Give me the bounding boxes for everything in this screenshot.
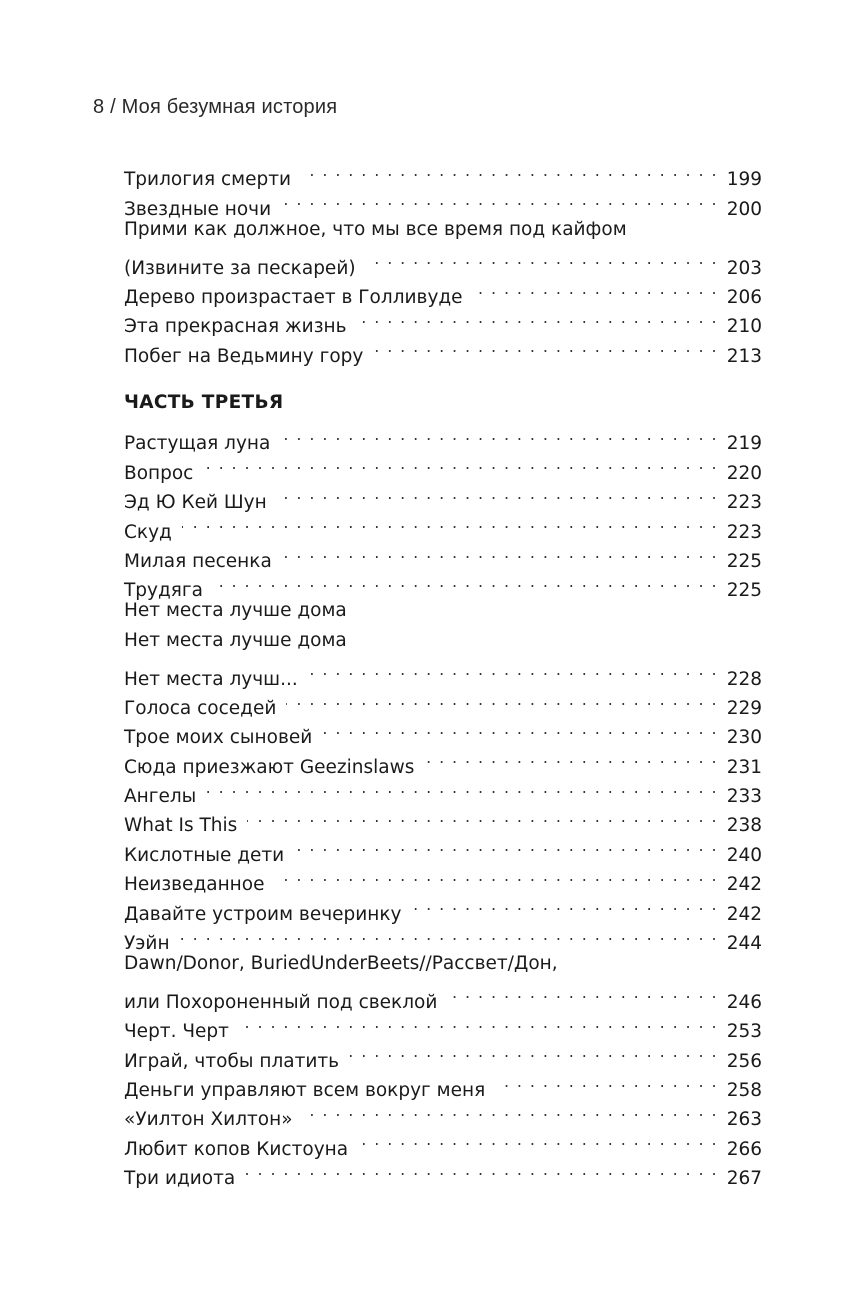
dot-leader (473, 274, 718, 303)
toc-entry-title: или Похороненный под свеклой (124, 991, 438, 1013)
toc-entry-page: 219 (726, 433, 762, 455)
dot-leader (203, 449, 718, 478)
toc-entry-page: 242 (726, 874, 762, 896)
toc-entry (124, 773, 762, 808)
toc-entry-title: Нет места лучш... (124, 668, 298, 690)
dot-leader (303, 1096, 718, 1125)
toc-entry-page: 225 (726, 550, 762, 572)
toc-entry (124, 949, 762, 978)
dot-leader (245, 1155, 718, 1184)
toc-entry-page: 231 (726, 756, 762, 778)
toc-entry-title: Давайте устроим вечеринку (124, 903, 402, 925)
dot-leader (366, 244, 718, 273)
dot-leader (358, 1125, 718, 1154)
toc-entry-title: Нет места лучше дома (124, 629, 347, 651)
toc-entry-title: Нет места лучше дома (124, 600, 347, 622)
toc-entry-page: 225 (726, 580, 762, 602)
toc-entry-page: 200 (726, 198, 762, 220)
dot-leader (239, 1008, 718, 1037)
toc-entry (124, 802, 762, 837)
toc-entry-title: Милая песенка (124, 550, 272, 572)
toc-entry (124, 420, 762, 455)
toc-entry-page: 246 (726, 991, 762, 1013)
toc-entry (124, 449, 762, 484)
toc-entry-title: Эд Ю Кей Шун (124, 492, 267, 514)
toc-part-three (124, 388, 762, 1190)
toc-entry (124, 538, 762, 572)
toc-entry-page: 233 (726, 786, 762, 808)
dot-leader (447, 978, 718, 1007)
dot-leader (424, 743, 718, 772)
dot-leader (322, 714, 718, 743)
toc-entry-page: 229 (726, 697, 762, 719)
toc-entry-page: 256 (726, 1050, 762, 1072)
toc-entry-title: Растущая луна (124, 433, 271, 455)
toc-entry (124, 596, 762, 625)
running-head: 8 / Моя безумная история (93, 96, 338, 118)
dot-leader (412, 890, 719, 919)
toc-entry (124, 479, 762, 514)
toc-entry-title: Dawn/Donor, BuriedUnderBeets//Рассвет/Дон, (124, 953, 558, 975)
toc-entry-title: Дерево произрастает в Голливуде (124, 286, 463, 308)
toc-entry (124, 920, 762, 955)
dot-leader (213, 567, 718, 596)
toc-entry (124, 567, 762, 602)
toc-entry-title: Звездные ночи (124, 198, 272, 220)
toc-entry-page: 253 (726, 1021, 762, 1043)
toc-entry-page: 238 (726, 815, 762, 837)
toc-entry-page: 228 (726, 668, 762, 690)
dot-leader (357, 303, 718, 332)
dot-leader (301, 156, 718, 185)
toc-entry-page: 242 (726, 903, 762, 925)
toc-entry-page: 258 (726, 1079, 762, 1101)
toc-entry-title: Любит копов Кистоуна (124, 1138, 349, 1160)
dot-leader (281, 185, 718, 214)
toc-entry-page: 263 (726, 1109, 762, 1131)
toc-entry-title: Скуд (124, 521, 172, 543)
toc-entry (124, 978, 762, 1013)
toc-entry-title: Трилогия смерти (124, 169, 292, 191)
toc-entry-page: 220 (726, 462, 762, 484)
toc-entry-title: Трое моих сыновей (124, 727, 313, 749)
toc-entry-title: Кислотные дети (124, 844, 285, 866)
toc-entry-title: Неизведанное (124, 874, 265, 896)
dot-leader (373, 332, 718, 361)
toc-entry-title: Играй, чтобы платить (124, 1050, 340, 1072)
dot-leader (277, 479, 718, 508)
toc-entry-title: (Извините за пескарей) (124, 257, 356, 279)
toc-entry-title: «Уилтон Хилтон» (124, 1109, 293, 1131)
toc-entry (124, 655, 762, 690)
toc-part-two-tail (124, 156, 762, 367)
toc-entry-page: 203 (726, 257, 762, 279)
toc-entry-title: Сюда приезжают Geezinslaws (124, 756, 415, 778)
dot-leader (308, 655, 718, 684)
dot-leader (182, 508, 718, 537)
dot-leader (286, 685, 718, 714)
toc-entry-page: 223 (726, 492, 762, 514)
toc-entry (124, 156, 762, 191)
toc-entry-title: Эта прекрасная жизнь (124, 316, 347, 338)
dot-leader (294, 831, 718, 860)
toc-entry-title: Деньги управляют всем вокруг меня (124, 1079, 486, 1101)
section-heading: ЧАСТЬ ТРЕТЬЯ (124, 392, 284, 413)
toc-entry-page: 230 (726, 727, 762, 749)
dot-leader (274, 861, 718, 890)
toc-entry (124, 215, 762, 244)
toc-entry-title: What Is This (124, 815, 238, 837)
toc-entry-page: 266 (726, 1138, 762, 1160)
toc-entry-title: Вопрос (124, 462, 194, 484)
toc-entry-title: Черт. Черт (124, 1021, 229, 1043)
dot-leader (495, 1067, 718, 1096)
dot-leader (349, 1037, 718, 1066)
dot-leader (180, 920, 718, 949)
toc-entry (124, 244, 762, 279)
toc-entry-page: 244 (726, 933, 762, 955)
toc-entry-page: 267 (726, 1168, 762, 1190)
toc-entry-title: Ангелы (124, 786, 197, 808)
toc-entry-page: 213 (726, 345, 762, 367)
toc-entry-page: 223 (726, 521, 762, 543)
toc-entry-title: Трудяга (124, 580, 203, 602)
toc-entry-page: 206 (726, 286, 762, 308)
toc-entry (124, 508, 762, 543)
toc-entry-page: 210 (726, 316, 762, 338)
toc-entry-title: Три идиота (124, 1168, 236, 1190)
toc-entry-page: 199 (726, 169, 762, 191)
dot-leader (280, 420, 718, 449)
toc-entry (124, 626, 762, 655)
toc-entry-page: 240 (726, 844, 762, 866)
toc-entry-title: Уэйн (124, 933, 170, 955)
toc-entry-title: Прими как должное, что мы все время под кайфом (124, 218, 627, 240)
toc-entry-title: Побег на Ведьмину гору (124, 345, 364, 367)
toc-entry-title: Голоса соседей (124, 697, 277, 719)
dot-leader (282, 538, 718, 567)
dot-leader (247, 802, 718, 831)
dot-leader (206, 773, 718, 802)
